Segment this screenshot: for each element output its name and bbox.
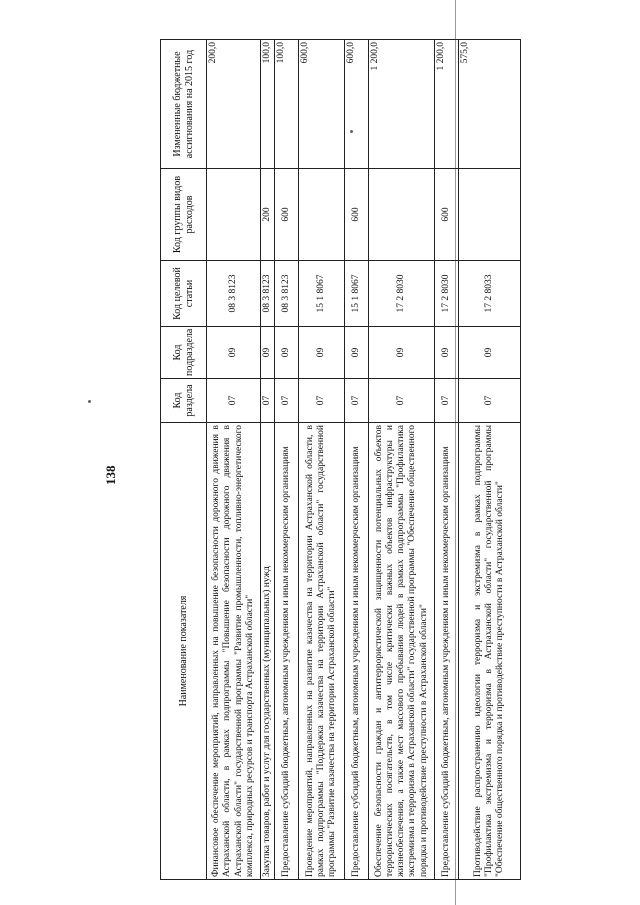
header-expense-group: Код группы видов расходов <box>161 169 207 261</box>
cell-section: 07 <box>369 379 435 423</box>
table-row <box>369 40 435 880</box>
cell-section: 07 <box>459 379 521 423</box>
rotated-table-area <box>160 40 520 880</box>
page-number <box>96 462 126 492</box>
cell-section: 07 <box>299 379 345 423</box>
cell-group <box>207 169 261 261</box>
cell-subsection: 09 <box>435 327 459 379</box>
cell-group: 600 <box>345 169 369 261</box>
cell-amount: 600,0 <box>299 40 345 169</box>
cell-subsection: 09 <box>345 327 369 379</box>
cell-subsection: 09 <box>369 327 435 379</box>
cell-subsection: 09 <box>207 327 261 379</box>
cell-name: Финансовое обеспечение мероприятий, направленных на повышение безопасности дорожного движения в Астраханской области, в рамках подпрограммы "Повышение безопасности дорожного движения в Астраханской области" государственной программы "Развитие промышленности, топливно-энергетического комплекса, природных ресурсов и транспорта Астраханской области" <box>207 423 261 880</box>
cell-subsection: 09 <box>261 327 275 379</box>
cell-group: 600 <box>435 169 459 261</box>
cell-amount: 100,0 <box>275 40 299 169</box>
table-row <box>435 40 459 880</box>
cell-target: 17 2 8030 <box>369 261 435 327</box>
scan-speck <box>88 400 91 403</box>
header-name: Наименование показателя <box>161 423 207 880</box>
cell-subsection: 09 <box>459 327 521 379</box>
cell-name: Обеспечение безопасности граждан и антитеррористической защищенности потенциальных объектов террористических посягательств, в том числе критически важных объектов инфраструктуры и жизнеобеспечения, а также мест массового пребывания людей в рамках подпрограммы "Профилактика экстремизма и терроризма в Астраханской области" государственной программы "Обеспечение общественного порядка и противодействие преступности в Астраханской области" <box>369 423 435 880</box>
cell-name: Проведение мероприятий, направленных на развитие казачества на территории Астраханской области, в рамках подпрограммы "Поддержка казачества на территории Астраханской области" государственной программы "Развитие казачества на территории Астраханской области" <box>299 423 345 880</box>
budget-table <box>160 39 521 880</box>
header-section: Код раздела <box>161 379 207 423</box>
header-subsection: Код подраздела <box>161 327 207 379</box>
cell-amount: 600,0 <box>345 40 369 169</box>
cell-section: 07 <box>261 379 275 423</box>
page-number-text: 138 <box>103 465 118 485</box>
cell-name: Предоставление субсидий бюджетным, автономным учреждениям и иным некоммерческим организациям <box>435 423 459 880</box>
cell-subsection: 09 <box>275 327 299 379</box>
cell-target: 15 1 8067 <box>299 261 345 327</box>
table-row <box>299 40 345 880</box>
cell-group <box>459 169 521 261</box>
cell-target: 17 2 8030 <box>435 261 459 327</box>
cell-group <box>369 169 435 261</box>
cell-amount: 100,0 <box>261 40 275 169</box>
cell-amount: 1 200,0 <box>435 40 459 169</box>
cell-name: Закупка товаров, работ и услуг для государственных (муниципальных) нужд <box>261 423 275 880</box>
table-row <box>275 40 299 880</box>
cell-target: 08 3 8123 <box>207 261 261 327</box>
cell-section: 07 <box>345 379 369 423</box>
table-header-row <box>161 40 207 880</box>
table-row <box>459 40 521 880</box>
cell-amount: 200,0 <box>207 40 261 169</box>
cell-subsection: 09 <box>299 327 345 379</box>
header-amount: Измененные бюджетные ассигнования на 2015 год <box>161 40 207 169</box>
cell-target: 08 3 8123 <box>275 261 299 327</box>
cell-name: Предоставление субсидий бюджетным, автономным учреждениям и иным некоммерческим организациям <box>275 423 299 880</box>
cell-name: Предоставление субсидий бюджетным, автономным учреждениям и иным некоммерческим организациям <box>345 423 369 880</box>
budget-table-container <box>160 40 520 880</box>
cell-amount: 1 200,0 <box>369 40 435 169</box>
cell-section: 07 <box>207 379 261 423</box>
cell-target: 17 2 8033 <box>459 261 521 327</box>
cell-group: 600 <box>275 169 299 261</box>
cell-section: 07 <box>275 379 299 423</box>
table-row <box>261 40 275 880</box>
table-row <box>207 40 261 880</box>
cell-group: 200 <box>261 169 275 261</box>
cell-group <box>299 169 345 261</box>
table-row <box>345 40 369 880</box>
cell-target: 15 1 8067 <box>345 261 369 327</box>
cell-amount: 575,0 <box>459 40 521 169</box>
cell-target: 08 3 8123 <box>261 261 275 327</box>
header-target: Код целевой статьи <box>161 261 207 327</box>
cell-section: 07 <box>435 379 459 423</box>
cell-name: Противодействие распространению идеологии терроризма и экстремизма в рамках подпрограммы "Профилактика экстремизма и терроризма в Астраханской области" государственной программы "Обеспечение общественного порядка и противодействие преступности в Астраханской области" <box>459 423 521 880</box>
